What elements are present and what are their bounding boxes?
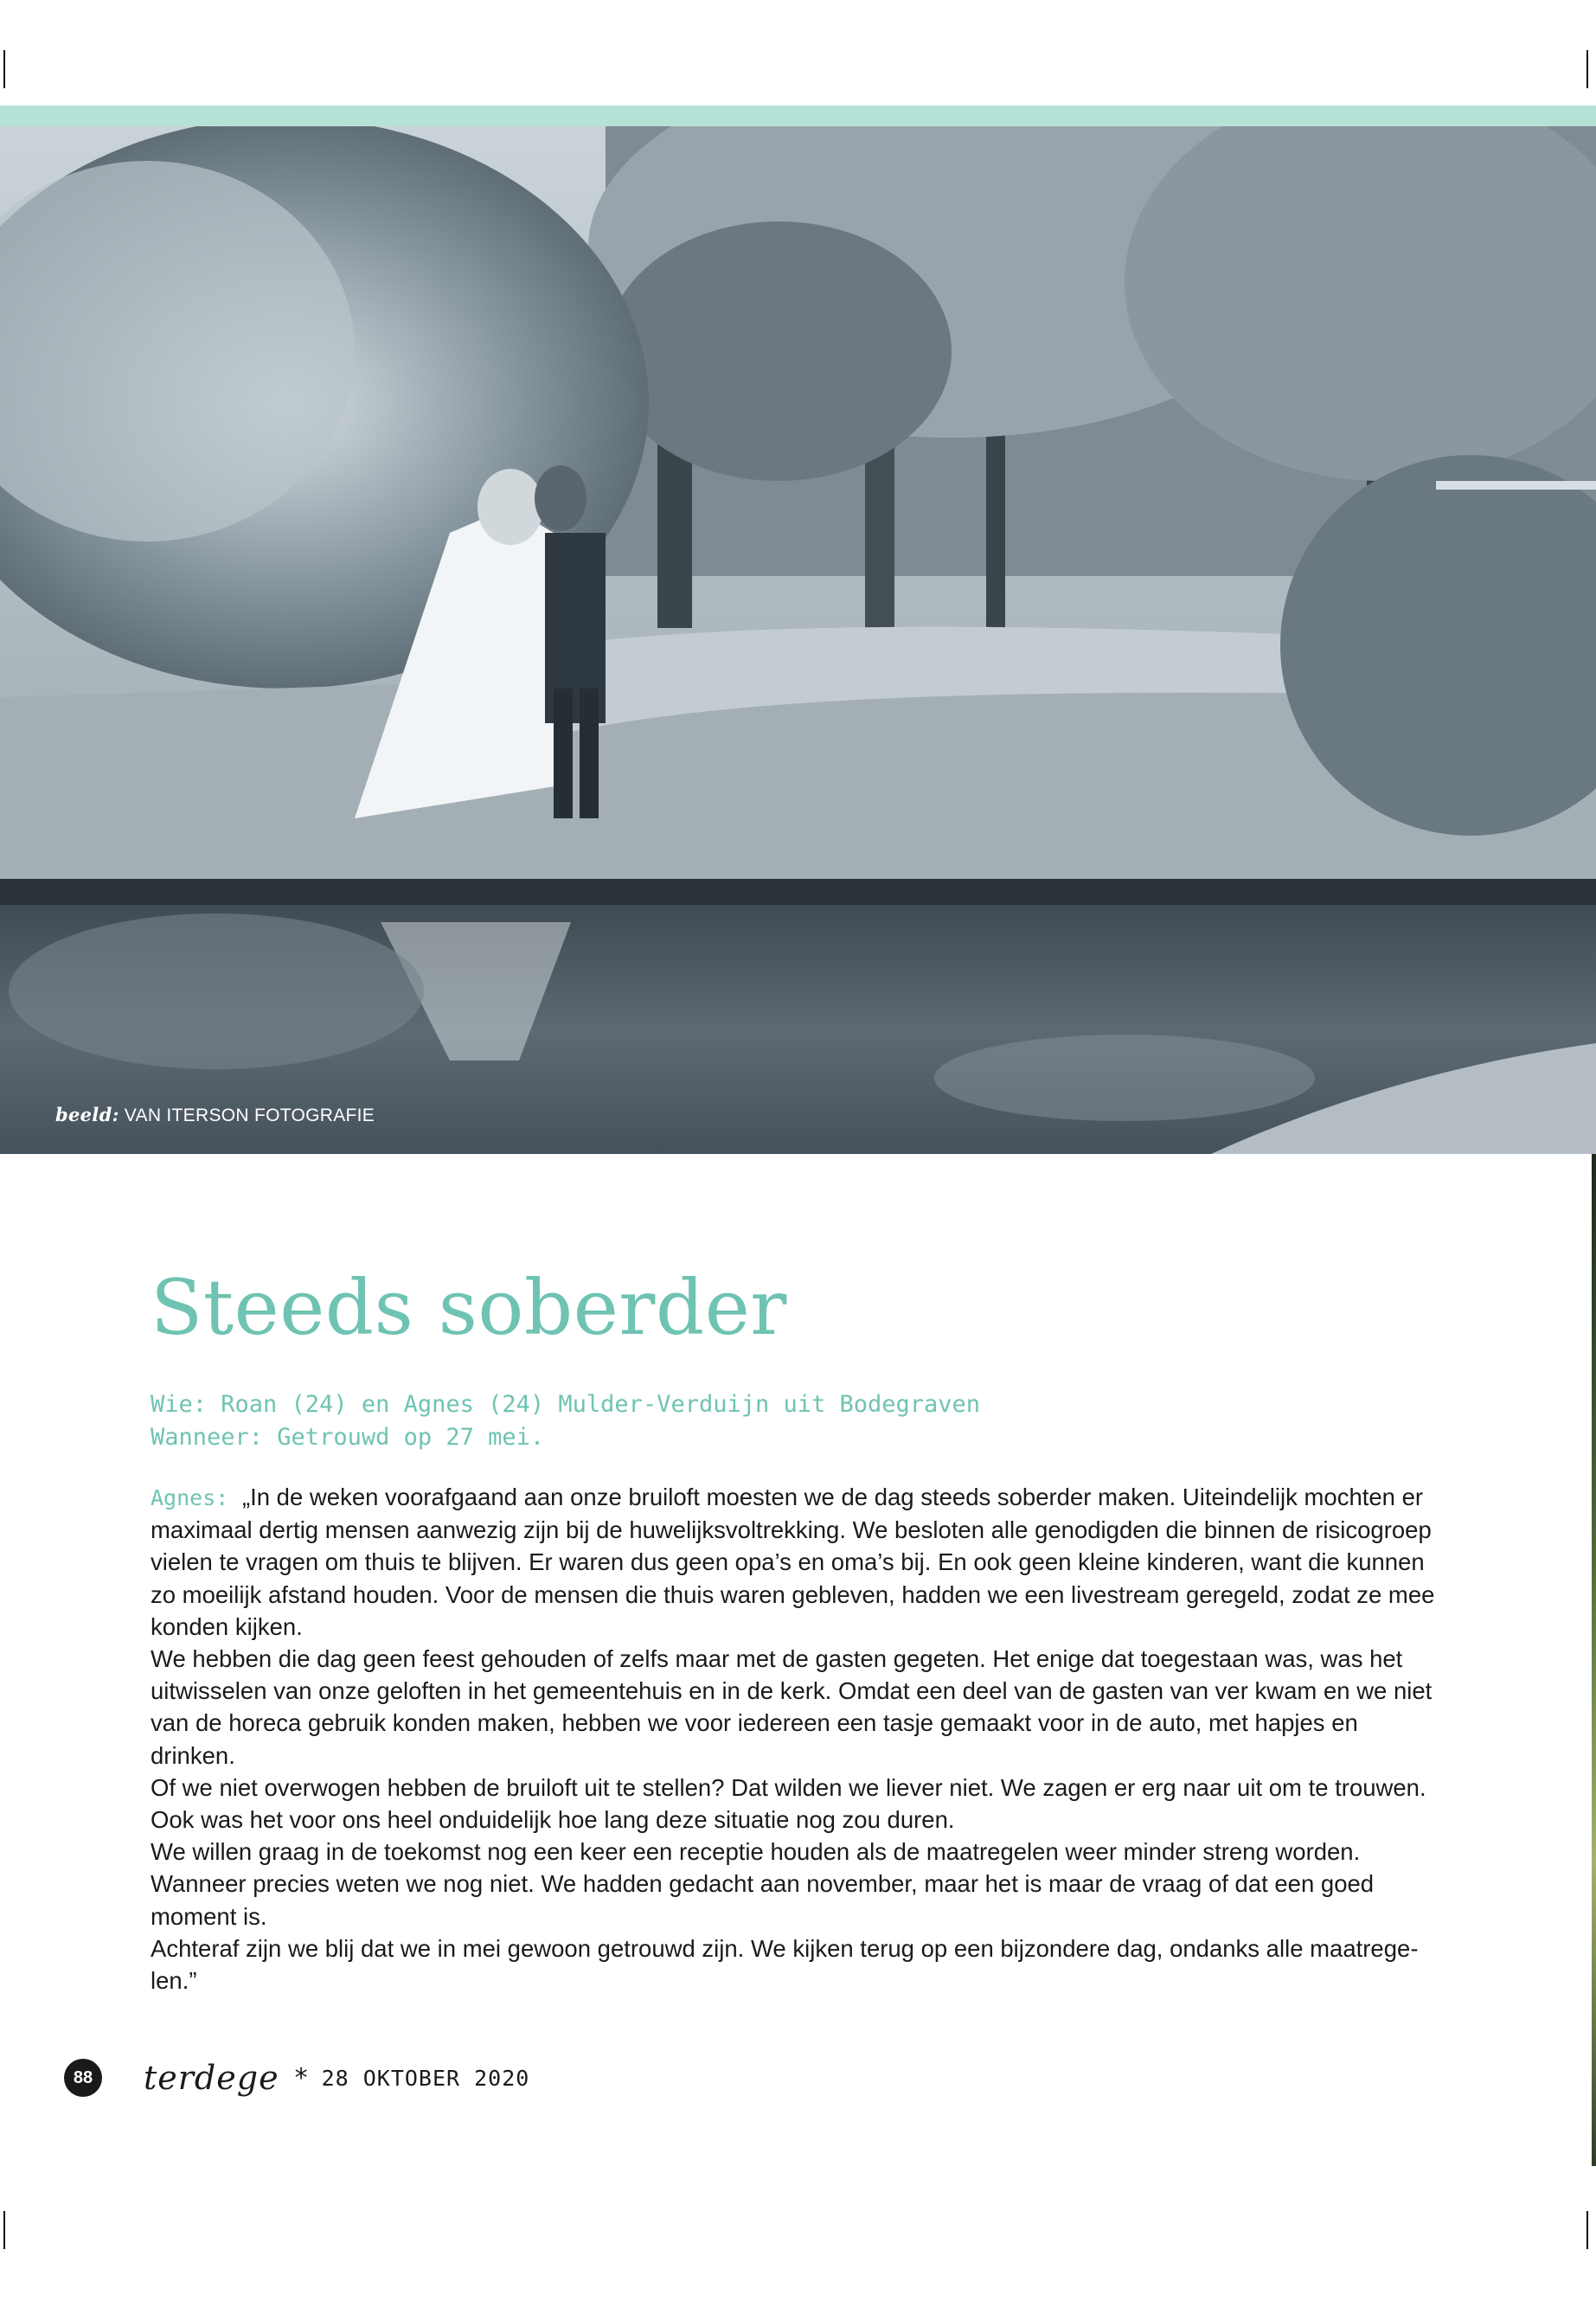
meta-who: Wie: Roan (24) en Agnes (24) Mulder-Verduijn uit Bodegraven — [151, 1391, 981, 1418]
paragraph-1-text: „In de weken voorafgaand aan onze bruiloft moesten we de dag steeds soberder maken. Uiteindelijk mochten er maximaal dertig mensen aanwezig zijn bij de huwelijksvoltrekking. We besloten alle genodigden die binnen de risicogroep vielen te vragen om thuis te blijven. Er waren dus geen opa’s en oma’s bij. En ook geen kleine kinderen, want die kunnen zo moeilijk afstand houden. Voor de mensen die thuis waren gebleven, hadden we een livestream geregeld, zodat ze mee konden kijken. — [151, 1484, 1435, 1640]
adjacent-page-edge — [1592, 1154, 1596, 2166]
meta-when: Wanneer: Getrouwd op 27 mei. — [151, 1424, 545, 1451]
photo-credit-label: beeld: — [55, 1104, 119, 1125]
photo-credit — [55, 1104, 375, 1126]
photo-credit-name: VAN ITERSON FOTOGRAFIE — [124, 1106, 375, 1125]
accent-bar — [0, 106, 1596, 126]
wedding-photo-illustration — [0, 126, 1596, 1154]
paragraph-2: We hebben die dag geen feest gehouden of zelfs maar met de gasten gegeten. Het enige dat toegestaan was, was het uitwisselen van onze geloften in het gemeentehuis en in de kerk. Omdat een deel van de gasten van ver kwam en we niet van de horeca gebruik konden maken, hebben we voor iedereen een tasje gemaakt voor in de auto, met hapjes en drinken. — [151, 1645, 1433, 1769]
page-number: 88 — [64, 2059, 102, 2097]
crop-mark-top-left — [3, 50, 5, 88]
magazine-logo: terdege — [144, 2059, 279, 2097]
paragraph-3: Of we niet overwogen hebben de bruiloft uit te stellen? Dat wilden we liever niet. We zagen er erg naar uit om te trouwen. Ook was het voor ons heel onduidelijk hoe lang deze situatie nog zou duren. — [151, 1773, 1426, 1834]
paragraph-5: Achteraf zijn we blij dat we in mei gewoon getrouwd zijn. We kijken terug op een bijzondere dag, ondanks alle maatregelen.” — [151, 1934, 1419, 1995]
crop-mark-top-right — [1586, 50, 1588, 88]
crop-mark-bottom-right — [1586, 2211, 1588, 2249]
article-title: Steeds soberder — [151, 1263, 787, 1352]
issue-date: 28 OKTOBER 2020 — [321, 2065, 530, 2091]
wedding-photo — [0, 126, 1596, 1154]
article-body — [151, 1481, 1448, 1997]
page-footer — [64, 2056, 529, 2099]
paragraph-1 — [151, 1481, 1448, 1643]
crop-mark-bottom-left — [3, 2211, 5, 2249]
speaker-label: Agnes: — [151, 1485, 229, 1510]
footer-separator: * — [294, 2062, 308, 2093]
article-meta — [151, 1388, 980, 1454]
paragraph-4: We willen graag in de toekomst nog een keer een receptie houden als de maatregelen weer minder streng worden. Wanneer precies weten we nog niet. We hadden gedacht aan november, maar het is maar de vraag of dat een goed moment is. — [151, 1838, 1375, 1930]
